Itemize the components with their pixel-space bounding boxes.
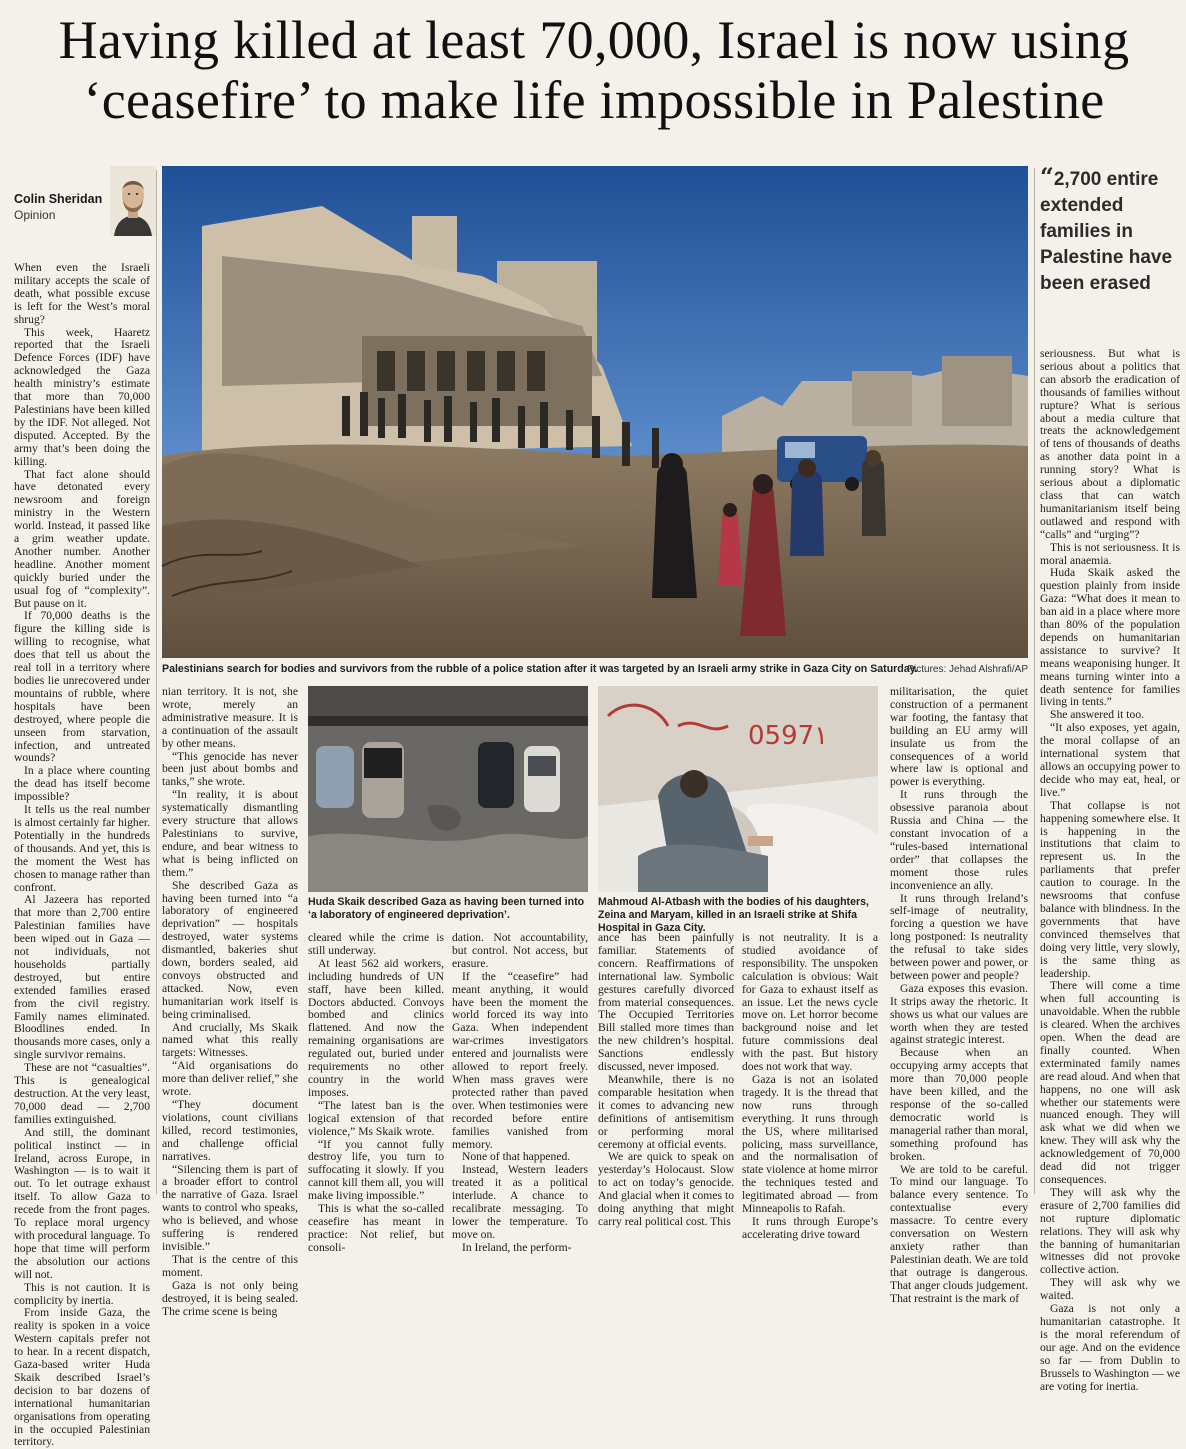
article-column-1 — [14, 261, 150, 1449]
burnt-cars-photo — [308, 686, 588, 892]
paragraph: is not neutrality. It is a studied avoidance of responsibility. The unspoken calculation is obvious: Wait for Gaza to exhaust itself as an issue. Let the news cycle move on. Let horror become background noise and let future commissions deal with the past. But history does not work that way. — [742, 931, 878, 1074]
author-section: Opinion — [14, 208, 56, 222]
paragraph: Meanwhile, there is no comparable hesitation when it comes to advancing new definitions of antisemitism or performing moral ceremony at official events. — [598, 1072, 734, 1151]
paragraph: This is not caution. It is complicity by inertia. — [14, 1280, 150, 1307]
paragraph: This is not seriousness. It is moral anaemia. — [1040, 540, 1180, 567]
paragraph: “This genocide has never been just about bombs and tanks,” she wrote. — [162, 749, 298, 789]
article-column-6b — [742, 931, 878, 1241]
article-column-3 — [308, 931, 444, 1254]
mourner-caption: Mahmoud Al-Atbash with the bodies of his daughters, Zeina and Maryam, killed in an Israeli strike at Shifa Hospital in Gaza City. — [598, 896, 869, 934]
quote-icon: “ — [1040, 162, 1054, 191]
paragraph: She answered it too. — [1050, 708, 1145, 722]
paragraph: And still, the dominant political instinct — in Ireland, across Europe, in Washington — is to wait it out. To let outrage exhaust itself. To allow Gaza to recede from the front pages. To replace moral urgency with procedural language. To hope that time will perform the absolution our actions will not. — [14, 1125, 150, 1281]
paragraph: In Ireland, the perform- — [462, 1240, 572, 1254]
paragraph: dation. Not accountability, but control. Not access, but erasure. — [452, 931, 588, 970]
paragraph: And crucially, Ms Skaik named what this really targets: Witnesses. — [162, 1020, 298, 1060]
mourner-photo — [598, 686, 878, 892]
paragraph: nian territory. It is not, she wrote, merely an administrative measure. It is a continuation of the assault by other means. — [162, 685, 298, 750]
paragraph: This is what the so-called ceasefire has meant in practice: Not relief, but consoli- — [308, 1202, 444, 1254]
paragraph: That is the centre of this moment. — [162, 1252, 298, 1279]
byline — [14, 166, 154, 246]
photo-credit: Pictures: Jehad Alshrafi/AP — [907, 664, 1028, 675]
paragraph: It runs through Ireland’s self-image of neutrality, forcing a question we have long postponed: Is neutrality the refusal to take sides between power and power, or between power and people? — [890, 891, 1028, 982]
paragraph: Instead, Western leaders treated it as a political interlude. A chance to recalibrate messaging. To lower the temperature. To move on. — [452, 1163, 588, 1241]
paragraph: Gaza exposes this evasion. It strips away the rhetoric. It shows us what our values are worth when they are tested against strategic interest. — [890, 981, 1028, 1047]
paragraph: There will come a time when full accounting is unavoidable. When the rubble is cleared. When the archives open. When the dead are finally counted. When exterminated family names are read aloud. And when that happens, no one will ask whether our statements were nuanced enough. They will ask what we did when we knew. They will ask why the acknowledgement of 70,000 dead did not trigger consequences. — [1040, 979, 1180, 1186]
paragraph: That collapse is not happening somewhere else. It is happening in the institutions that claim to represent us. In the parliaments that prefer caution to courage. In the newsrooms that confuse balance with blindness. In the governments that have convinced themselves that doing very little, very slowly, is the same thing as leadership. — [1040, 798, 1180, 980]
paragraph: “In reality, it is about systematically dismantling every structure that allows Palestinians to survive, endure, and bear witness to what is being inflicted on them.” — [162, 788, 298, 879]
paragraph: ance has been painfully familiar. Statements of concern. Reaffirmations of international law. Symbolic gestures carefully divorced from material consequences. The Occupied Territories Bill stalled more times than the new children’s hospital. Sanctions endlessly discussed, never imposed. — [598, 931, 734, 1074]
paragraph: It tells us the real number is almost certainly far higher. Potentially in the hundreds of thousands. And yet, this is the moment the West has chosen to manage rather than confront. — [14, 803, 150, 894]
paragraph: It runs through the obsessive paranoia about Russia and China — the constant invocation of a “rules-based international order” that collapses the moment those rules inconvenience an ally. — [890, 788, 1028, 892]
paragraph: militarisation, the quiet construction of a permanent war footing, the fantasy that building an EU army will insulate us from the consequences of a world where law is optional and power is everything. — [890, 685, 1028, 789]
paragraph: She described Gaza as having been turned into “a laboratory of engineered deprivation” — hospitals destroyed, water systems dismantled, bakeries shut down, borders sealed, aid convoys obstructed and attacked. Now, even humanitarian work itself is being criminalised. — [162, 878, 298, 1021]
paragraph: When even the Israeli military accepts the scale of death, what possible excuse is left for the West’s moral shrug? — [14, 261, 150, 326]
pull-quote — [1040, 164, 1180, 297]
wall-graffiti-text: 0597١ — [748, 721, 829, 751]
paragraph: This week, Haaretz reported that the Israeli Defence Forces (IDF) have acknowledged the Gaza health ministry’s estimate that more than 70,000 Palestinians have been killed by the IDF. Not alleged. Not disputed. Accepted. By the army that’s been doing the killing. — [14, 325, 150, 468]
paragraph: “Aid organisations do more than deliver relief,” she wrote. — [162, 1059, 298, 1099]
paragraph: We are quick to speak on yesterday’s Holocaust. Slow to act on today’s genocide. And glacial when it comes to doing anything that might carry real political cost. This — [598, 1150, 734, 1228]
main-photo — [162, 166, 1028, 658]
paragraph: If the “ceasefire” had meant anything, it would have been the moment the world forced its way into Gaza. When independent war-crimes investigators entered and journalists were allowed to report freely. When mass graves were protected rather than paved over. When testimonies were recorded before entire families vanished from memory. — [452, 969, 588, 1151]
paragraph: They will ask why we waited. — [1040, 1276, 1180, 1303]
paragraph: We are told to be careful. To mind our language. To balance every sentence. To contextualise every massacre. To centre every conversation on Western anxiety rather than Palestinian death. We are told that outrage is dangerous. That anger clouds judgement. That restraint is the mark of — [890, 1162, 1028, 1305]
paragraph: Al Jazeera has reported that more than 2,700 entire Palestinian families have been wiped out in Gaza — not individuals, not households partially destroyed, but entire extended families erased from the civil registry. Family names eliminated. Bloodlines ended. In thousands more cases, only a single survivor remains. — [14, 893, 150, 1062]
pull-quote-text: 2,700 entire extended families in Palestine have been erased — [1040, 169, 1173, 294]
headline: Having killed at least 70,000, Israel is now using ‘ceasefire’ to make life impossible in Palestine — [58, 10, 1130, 130]
paragraph: From inside Gaza, the reality is spoken in a voice Western capitals prefer not to hear. In a recent dispatch, Gaza-based writer Huda Skaik described Israel’s decision to bar dozens of international humanitarian organisations from operating in the occupied Palestinian territory. — [14, 1306, 150, 1449]
paragraph: That fact alone should have detonated every newsroom and foreign ministry in the Western world. Instead, it passed like a grim weather update. Another number. Another headline. Another moment quickly buried under the usual fog of “complexity”. But pause on it. — [14, 467, 150, 610]
article-column-7 — [1040, 347, 1180, 1393]
article-column-2 — [162, 685, 298, 1318]
paragraph: They will ask why the erasure of 2,700 families did not rupture diplomatic relations. They will ask why the banning of humanitarian witnesses did not provoke collective action. — [1040, 1185, 1180, 1277]
paragraph: Gaza is not an isolated tragedy. It is the thread that now runs through everything. It runs through the US, where militarised policing, mass surveillance, and the normalisation of state violence at home mirror the techniques tested and legitimated abroad — from Minneapolis to Rafah. — [742, 1072, 878, 1216]
paragraph: Gaza is not only a humanitarian catastrophe. It is the moral referendum of our age. And on the evidence so far — from Dublin to Brussels to Washington — we are voting for inertia. — [1040, 1302, 1180, 1393]
paragraph: “It also exposes, yet again, the moral collapse of an international system that allows an occupying power to decide who may eat, heal, or live.” — [1040, 721, 1180, 799]
paragraph: At least 562 aid workers, including hundreds of UN staff, have been killed. Doctors abducted. Convoys bombed and clinics flattened. And now the remaining organisations are regulated out, buried under requirements no other country in the world imposes. — [308, 956, 444, 1099]
paragraph: Huda Skaik asked the question plainly from inside Gaza: “What does it mean to ban aid in a place where more than 80% of the population depends on humanitarian assistance to survive? It means weaponising hunger. It means turning winter into a death sentence for families living in tents.” — [1040, 566, 1180, 709]
column-rule — [1034, 168, 1035, 1194]
paragraph: These are not “casualties”. This is genealogical destruction. At the very least, 70,000 dead — 2,700 families extinguished. — [14, 1061, 150, 1126]
article-column-4 — [452, 931, 588, 1254]
article-column-6a — [890, 685, 1028, 1305]
paragraph: “Silencing them is part of a broader effort to control the narrative of Gaza. Israel wants to control who speaks, who is believed, and whose suffering is rendered invisible.” — [162, 1162, 298, 1253]
author-photo — [110, 166, 156, 236]
main-photo-caption: Palestinians search for bodies and survivors from the rubble of a police station after it was targeted by an Israeli army strike in Gaza City on Saturday. — [162, 663, 918, 675]
column-rule — [156, 170, 157, 1194]
paragraph: Because when an occupying army accepts that more than 70,000 people have been killed, and the response of the so-called democratic world is managerial rather than moral, something profound has broken. — [890, 1046, 1028, 1163]
paragraph: None of that happened. — [462, 1150, 571, 1164]
paragraph: In a place where counting the dead has itself become impossible? — [14, 764, 150, 804]
paragraph: “The latest ban is the logical extension of that violence,” Ms Skaik wrote. — [308, 1098, 444, 1138]
article-column-5 — [598, 931, 734, 1228]
burnt-cars-caption: Huda Skaik described Gaza as having been turned into ‘a laboratory of engineered deprivation’. — [308, 896, 585, 921]
paragraph: “They document violations, count civilians killed, record testimonies, and challenge official narratives. — [162, 1098, 298, 1163]
paragraph: If 70,000 deaths is the figure the killing side is willing to recognise, what does that tell us about the real toll in a territory where bodies lie unrecovered under mountains of rubble, where hospitals have been destroyed, where people die unseen from starvation, infection, and untreated wounds? — [14, 609, 150, 765]
paragraph: cleared while the crime is still underway. — [308, 931, 444, 957]
author-name: Colin Sheridan — [14, 192, 103, 206]
paragraph: “If you cannot fully destroy life, you turn to suffocating it slowly. If you cannot kill them all, you will make living impossible.” — [308, 1137, 444, 1203]
paragraph: seriousness. But what is serious about a politics that can absorb the eradication of thousands of families without rupture? What is serious about a media culture that treats the acknowledgement of tens of thousands of deaths as another data point in a running story? What is serious about a diplomatic class that can watch humanitarianism itself being outlawed and respond with “calls” and “urging”? — [1040, 347, 1180, 541]
paragraph: Gaza is not only being destroyed, it is being sealed. The crime scene is being — [162, 1278, 298, 1318]
paragraph: It runs through Europe’s accelerating drive toward — [742, 1214, 878, 1241]
